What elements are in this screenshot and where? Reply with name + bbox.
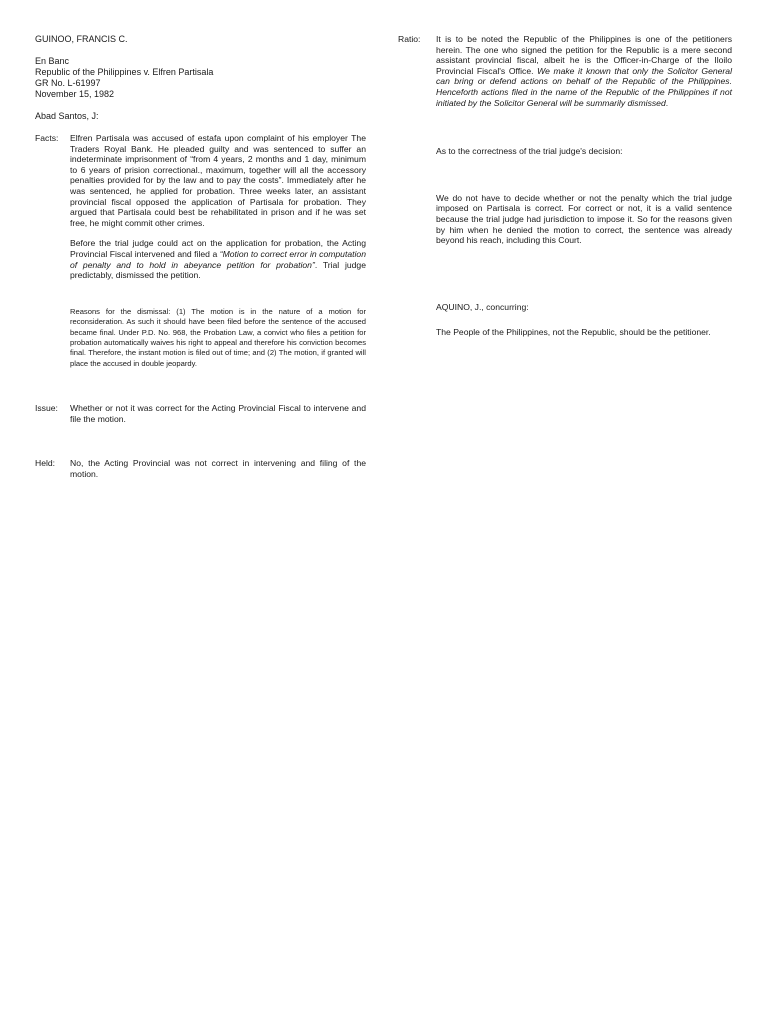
facts-label: Facts: bbox=[35, 133, 59, 143]
correctness-heading: As to the correctness of the trial judge's decision: bbox=[436, 146, 623, 157]
decision-date: November 15, 1982 bbox=[35, 89, 115, 99]
motion-title: “Motion to correct error in computation of penalty and to hold in abeyance petition for probation” bbox=[70, 248, 366, 270]
ratio-text-italic: We make it known that only the Solicitor General can bring or defend actions on behalf of the Republic of the Philippines. Henceforth actions filed in the name of the Republic of the Philippines if not initiated by the Solicitor General will be summarily dismissed bbox=[436, 65, 732, 108]
concurring-text: The People of the Philippines, not the Republic, should be the petitioner. bbox=[436, 327, 711, 338]
author-name: GUINOO, FRANCIS C. bbox=[35, 34, 128, 44]
correctness-text: We do not have to decide whether or not the penalty which the trial judge imposed on Partisala is correct. For correct or not, it is a valid sentence because the trial judge had jurisdiction to impose it. So for the reasons given by him when he denied the motion to correct, the sentence was already beyond his reach, including this Court. bbox=[436, 192, 732, 246]
ratio-label: Ratio: bbox=[398, 34, 421, 44]
issue-label: Issue: bbox=[35, 403, 58, 414]
court-division: En Banc bbox=[35, 56, 70, 66]
facts-paragraph-2 bbox=[70, 238, 366, 280]
case-title: Republic of the Philippines v. Elfren Partisala bbox=[35, 67, 214, 77]
facts-paragraph-1: Elfren Partisala was accused of estafa upon complaint of his employer The Traders Royal Bank. He pleaded guilty and was sentenced to suffer an indeterminate imprisonment of “from 4 years, 2 months and 1 day, minimum to 6 years of prision correctional., maximum, together will all the accessory penalties provided for by the law and to pay the costs”. Immediately after he was sentenced, he applied for probation. Three weeks later, an assistant provincial fiscal opposed the application of Partisala for probation. They argued that Partisala could best be rehabilitated in prison and if he was set free, he might commit other crimes. bbox=[70, 133, 366, 228]
held-text: No, the Acting Provincial was not correct in intervening and filing of the motion. bbox=[70, 458, 366, 479]
gr-number: GR No. L-61997 bbox=[35, 78, 101, 88]
ratio-text-plain: It is to be noted the Republic of the Philippines is one of the petitioners herein. The one who signed the petition for the Republic is a mere second assistant provincial fiscal, albeit he is the Officer-in-Charge of the Iloilo Provincial Fiscal's Office. bbox=[436, 34, 732, 76]
held-section bbox=[35, 458, 366, 479]
issue-text: Whether or not it was correct for the Acting Provincial Fiscal to intervene and file the motion. bbox=[70, 403, 366, 424]
right-column bbox=[398, 34, 732, 338]
held-label: Held: bbox=[35, 458, 56, 469]
facts-section bbox=[35, 133, 366, 369]
ratio-text bbox=[436, 34, 732, 108]
facts-paragraph-2-post: . Trial judge predictably, dismissed the petition. bbox=[70, 259, 366, 281]
ratio-section bbox=[398, 34, 732, 108]
dismissal-reasons: Reasons for the dismissal: (1) The motion is in the nature of a motion for reconsideration. As such it should have been filed before the sentence of the accused became final. Under P.D. No. 968, the Probation Law, a convict who files a petition for probation automatically waives his right to appeal and therefore his conviction becomes final. Therefore, the instant motion is filed out of time; and (2) The motion, if granted will place the accused in double jeopardy. bbox=[70, 306, 366, 368]
ratio-text-end: . bbox=[665, 97, 669, 108]
facts-paragraph-2-pre: Before the trial judge could act on the application for probation, the Acting Provincial Fiscal intervened and filed a bbox=[70, 238, 366, 259]
left-column bbox=[35, 34, 366, 480]
concurring-heading: AQUINO, J., concurring: bbox=[436, 301, 529, 312]
issue-section bbox=[35, 403, 366, 424]
ponente: Abad Santos, J: bbox=[35, 111, 99, 121]
